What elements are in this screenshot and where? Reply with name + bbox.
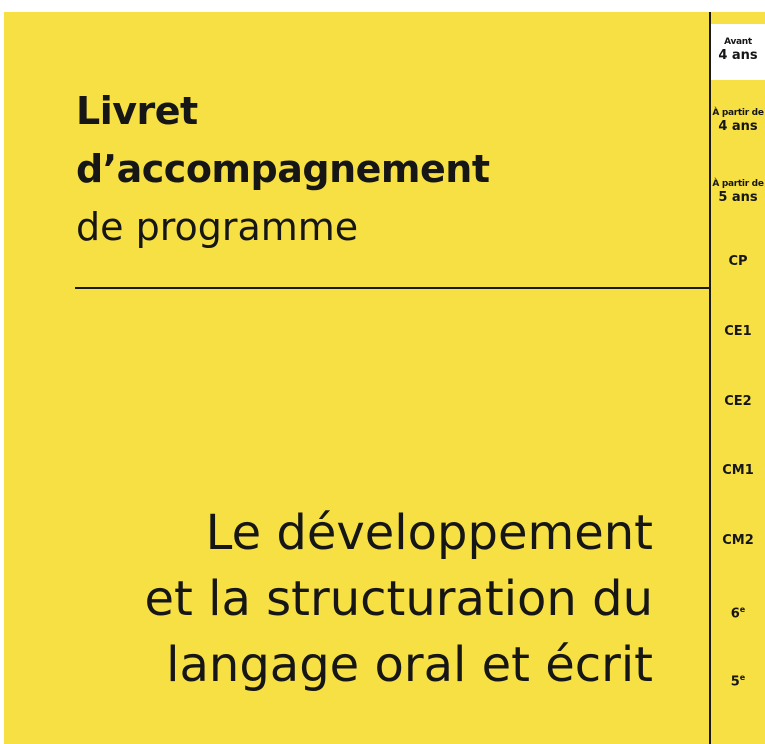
subject-line-2: et la structuration du bbox=[144, 571, 653, 627]
level-column bbox=[711, 12, 765, 744]
level-number: 5 bbox=[730, 674, 740, 690]
level-label bbox=[711, 602, 765, 622]
level-ce2 bbox=[711, 394, 765, 410]
document-title bbox=[76, 82, 490, 256]
level-suffix: e bbox=[739, 605, 746, 614]
level-label bbox=[711, 670, 765, 690]
level-a-partir-5-ans bbox=[711, 178, 765, 206]
level-avant-4-ans bbox=[711, 24, 765, 80]
level-cm2 bbox=[711, 533, 765, 549]
level-label: CM1 bbox=[722, 463, 754, 478]
level-suffix: e bbox=[739, 673, 746, 682]
level-value: 5 ans bbox=[718, 190, 758, 205]
level-prefix: À partir de bbox=[712, 108, 764, 118]
level-6e bbox=[711, 602, 765, 622]
title-divider bbox=[75, 287, 709, 289]
title-line-3: de programme bbox=[76, 205, 359, 249]
title-line-2: d’accompagnement bbox=[76, 147, 490, 191]
subject-line-3: langage oral et écrit bbox=[166, 637, 653, 693]
level-number: 6 bbox=[730, 606, 740, 622]
level-label: CM2 bbox=[722, 533, 754, 548]
level-ce1 bbox=[711, 324, 765, 340]
subject-title bbox=[145, 500, 653, 698]
title-line-1: Livret bbox=[76, 89, 198, 133]
subject-line-1: Le développement bbox=[205, 505, 653, 561]
level-prefix: Avant bbox=[724, 37, 752, 47]
level-cm1 bbox=[711, 463, 765, 479]
level-value: 4 ans bbox=[718, 48, 758, 63]
level-prefix: À partir de bbox=[712, 179, 764, 189]
level-label: CE2 bbox=[724, 394, 752, 409]
level-a-partir-4-ans bbox=[711, 107, 765, 135]
level-label: CP bbox=[728, 254, 748, 269]
cover-page bbox=[4, 12, 765, 744]
level-value: 4 ans bbox=[718, 119, 758, 134]
level-label: CE1 bbox=[724, 324, 752, 339]
level-5e bbox=[711, 670, 765, 690]
level-cp bbox=[711, 254, 765, 270]
